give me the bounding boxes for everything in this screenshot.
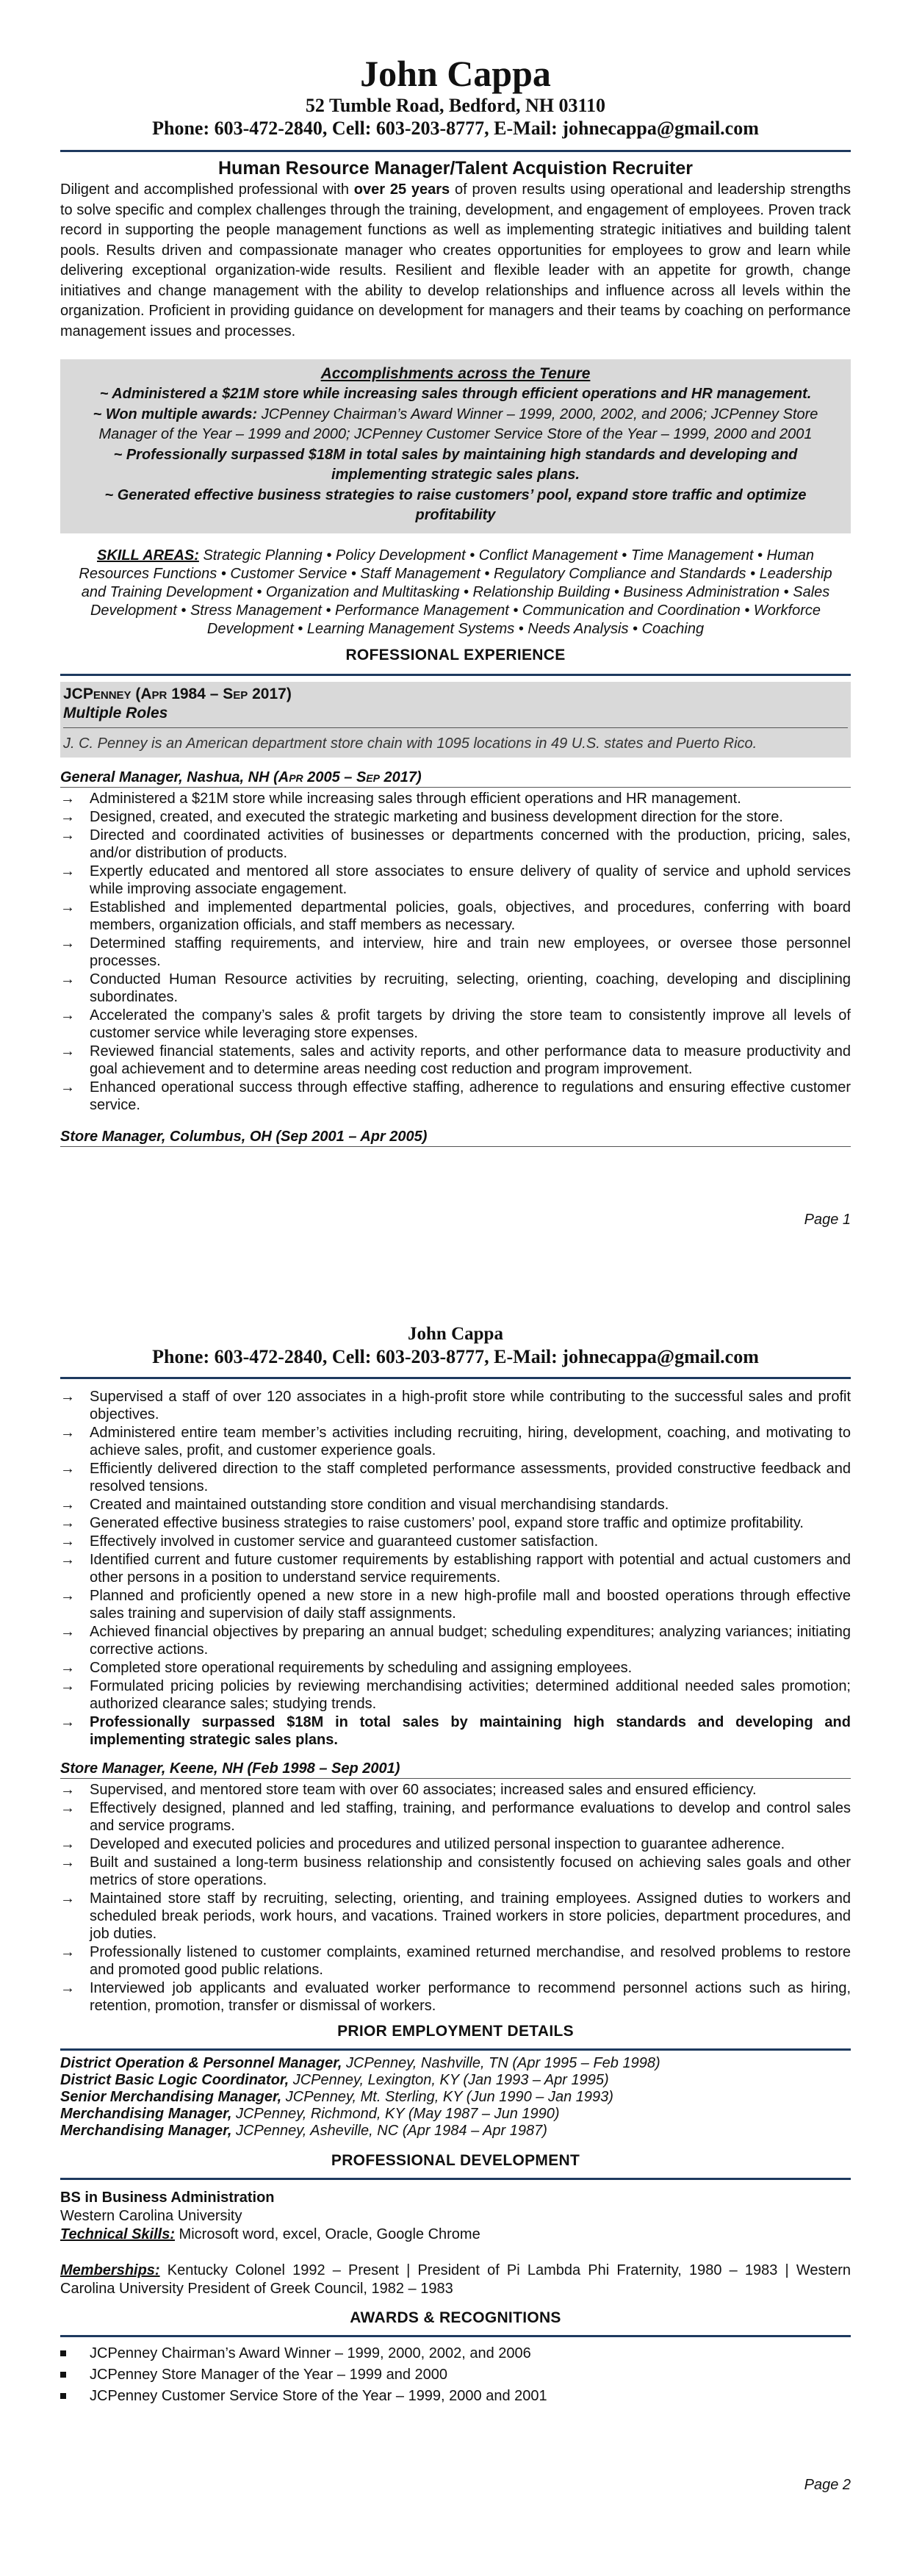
- bullet-item: → Planned and proficiently opened a new store in a new high-profile mall and boosted operations through effective sales training and supervision of daily staff assignments.: [60, 1588, 851, 1622]
- page-2: [0, 1288, 911, 2576]
- arrow-icon: →: [60, 1678, 75, 1694]
- company-line: JCPenney (Apr 1984 – Sep 2017): [63, 685, 292, 702]
- awards-heading: AWARDS & RECOGNITIONS: [350, 2309, 561, 2326]
- arrow-icon: →: [60, 1944, 75, 1960]
- keene-rule: [60, 1778, 851, 1779]
- award-item: JCPenney Customer Service Store of the Year – 1999, 2000 and 2001: [60, 2386, 851, 2407]
- page2-name: John Cappa: [408, 1324, 503, 1344]
- bullet-item: → Professionally listened to customer complaints, examined returned merchandise, and resolved problems to restore and promoted good public relations.: [60, 1944, 851, 1978]
- awards-rule: [60, 2335, 851, 2337]
- company-description: J. C. Penney is an American department store chain with 1095 locations in 49 U.S. states and Puerto Rico.: [63, 735, 757, 752]
- square-bullet-icon: [60, 2393, 66, 2399]
- prior-employment-item: District Operation & Personnel Manager, JCPenney, Nashville, TN (Apr 1995 – Feb 1998): [60, 2055, 660, 2071]
- arrow-icon: →: [60, 1588, 75, 1604]
- arrow-icon: →: [60, 1660, 75, 1676]
- prior-heading: PRIOR EMPLOYMENT DETAILS: [337, 2023, 574, 2040]
- company-divider: [63, 727, 848, 728]
- bullet-item: → Achieved financial objectives by preparing an annual budget; scheduling expenditures; analyzing variances; initiating corrective actions.: [60, 1624, 851, 1658]
- bullet-item: → Developed and executed policies and procedures and utilized personal inspection to guarantee adherence.: [60, 1836, 785, 1852]
- pd-rule: [60, 2178, 851, 2180]
- page-number-2: Page 2: [804, 2477, 851, 2493]
- arrow-icon: →: [60, 827, 75, 843]
- pd-heading: PROFESSIONAL DEVELOPMENT: [331, 2152, 580, 2169]
- arrow-icon: →: [60, 1890, 75, 1907]
- arrow-icon: →: [60, 1389, 75, 1405]
- summary-text: Diligent and accomplished professional with over 25 years of proven results using operational and leadership strengths to solve specific and complex challenges through the training, development, and engagement of employees. Proven track record in supporting the people management functions as well as implementing strategic initiatives and building talent pools. Results driven and compassionate manager who creates opportunities for employees to grow and learn while delivering exceptional organization-wide results. Resilient and flexible leader with an appetite for growth, change initiatives and change management with the ability to develop relationships and influence across all levels within the organization. Proficient in providing guidance on development for managers and their teams by coaching on performance management issues and processes.: [60, 181, 851, 339]
- columbus-bullets: [60, 1388, 851, 1749]
- header-rule: [60, 150, 851, 152]
- experience-rule: [60, 674, 851, 676]
- arrow-icon: →: [60, 1624, 75, 1640]
- arrow-icon: →: [60, 1461, 75, 1477]
- bullet-item: → Conducted Human Resource activities by recruiting, selecting, orienting, coaching, developing and disciplining subordinates.: [60, 971, 851, 1005]
- arrow-icon: →: [60, 1800, 75, 1816]
- accomplishments-box: [60, 359, 851, 533]
- candidate-name: John Cappa: [360, 53, 551, 94]
- summary-title: Human Resource Manager/Talent Acquistion Recruiter: [218, 158, 693, 179]
- prior-employment: [60, 2055, 851, 2140]
- keene-title: Store Manager, Keene, NH (Feb 1998 – Sep 2001): [60, 1760, 400, 1777]
- address: 52 Tumble Road, Bedford, NH 03110: [305, 95, 606, 116]
- degree: BS in Business Administration: [60, 2190, 275, 2206]
- bullet-item: → Completed store operational requirements by scheduling and assigning employees.: [60, 1660, 633, 1676]
- school: Western Carolina University: [60, 2208, 242, 2224]
- gm-rule: [60, 787, 851, 788]
- gm-title: General Manager, Nashua, NH (Apr 2005 – Sep 2017): [60, 769, 422, 785]
- arrow-icon: →: [60, 1497, 75, 1513]
- bullet-item: → Expertly educated and mentored all store associates to ensure delivery of quality of service and uphold services while improving associate engagement.: [60, 863, 851, 897]
- bullet-item: → Established and implemented departmental policies, goals, objectives, and procedures, conferring with board members, organization officials, and staff members as necessary.: [60, 899, 851, 933]
- arrow-icon: →: [60, 808, 75, 825]
- accomplishment-1: ~ Administered a $21M store while increasing sales through efficient operations and HR management.: [99, 386, 812, 402]
- arrow-icon: →: [60, 1533, 75, 1550]
- skill-areas: SKILL AREAS: Strategic Planning • Policy Development • Conflict Management • Time Management • Human Resources Functions • Customer Service • Staff Management • Regulatory Compliance and Standards • Leadership and Training Development • Organization and Multitasking • Relationship Building • Business Administration • Sales Development • Stress Management • Performance Management • Communication and Coordination • Workforce Development • Learning Management Systems • Needs Analysis • Coaching: [79, 547, 832, 637]
- company-box: [60, 682, 851, 758]
- award-item: JCPenney Store Manager of the Year – 1999 and 2000: [60, 2364, 851, 2386]
- arrow-icon: →: [60, 1782, 75, 1798]
- prior-employment-item: Merchandising Manager, JCPenney, Asheville, NC (Apr 1984 – Apr 1987): [60, 2123, 547, 2139]
- prior-employment-item: District Basic Logic Coordinator, JCPenney, Lexington, KY (Jan 1993 – Apr 1995): [60, 2072, 609, 2088]
- accomplishment-4: ~ Generated effective business strategies to raise customers’ pool, expand store traffic and optimize profitability: [104, 486, 807, 523]
- page2-header-rule: [60, 1377, 851, 1379]
- bullet-item: → Determined staffing requirements, and interview, hire and train new employees, or oversee those personnel processes.: [60, 935, 851, 969]
- accomplishment-2: ~ Won multiple awards: JCPenney Chairman’s Award Winner – 1999, 2000, 2002, and 2006; JCPenney Store Manager of the Year – 1999 and 2000; JCPenney Customer Service Store of the Year – 1999, 2000 and 2001: [93, 406, 818, 442]
- page-number-1: Page 1: [804, 1212, 851, 1228]
- bullet-item: → Directed and coordinated activities of businesses or departments concerned with the production, pricing, sales, and/or distribution of products.: [60, 827, 851, 861]
- bullet-item: → Effectively involved in customer service and guaranteed customer satisfaction.: [60, 1533, 599, 1550]
- arrow-icon: →: [60, 1552, 75, 1568]
- bullet-item: → Reviewed financial statements, sales and activity reports, and other performance data to measure productivity and goal achievement and to determine areas needing cost reduction and program improvement.: [60, 1043, 851, 1077]
- bullet-item: → Supervised a staff of over 120 associates in a high-profit store while contributing to the successful sales and profit objectives.: [60, 1389, 851, 1422]
- accomplishment-3: ~ Professionally surpassed $18M in total sales by maintaining high standards and developing and implementing strategic sales plans.: [113, 446, 798, 483]
- bullet-item: → Designed, created, and executed the strategic marketing and business development direction for the store.: [60, 808, 783, 825]
- bullet-item: → Maintained store staff by recruiting, selecting, orienting, and training employees. Assigned duties to workers and scheduled break periods, work hours, and vacations. Trained workers in store policies, department procedures, and job duties.: [60, 1890, 851, 1942]
- arrow-icon: →: [60, 1515, 75, 1531]
- bullet-item: → Administered a $21M store while increasing sales through efficient operations and HR management.: [60, 790, 741, 807]
- contact-line: Phone: 603-472-2840, Cell: 603-203-8777, E-Mail: johnecappa@gmail.com: [152, 118, 759, 139]
- bullet-item: → Generated effective business strategies to raise customers’ pool, expand store traffic and optimize profitability.: [60, 1515, 804, 1531]
- bullet-item: → Identified current and future customer requirements by establishing rapport with potential and actual customers and other persons in a position to understand service requirements.: [60, 1552, 851, 1586]
- experience-heading: ROFESSIONAL EXPERIENCE: [345, 646, 566, 663]
- arrow-icon: →: [60, 1043, 75, 1059]
- bullet-item: → Supervised, and mentored store team with over 60 associates; increased sales and ensured efficiency.: [60, 1782, 757, 1798]
- bullet-item: → Effectively designed, planned and led staffing, training, and performance evaluations to develop and control sales and service programs.: [60, 1800, 851, 1834]
- technical-skills: Technical Skills: Microsoft word, excel, Oracle, Google Chrome: [60, 2226, 480, 2242]
- keene-bullets: [60, 1781, 851, 2015]
- arrow-icon: →: [60, 1007, 75, 1023]
- awards-list: [60, 2343, 851, 2407]
- bullet-item: → Formulated pricing policies by reviewing merchandising activities; determined additional needed sales promotion; authorized clearance sales; studying trends.: [60, 1678, 851, 1712]
- arrow-icon: →: [60, 1425, 75, 1441]
- square-bullet-icon: [60, 2350, 66, 2356]
- page2-contact: Phone: 603-472-2840, Cell: 603-203-8777, E-Mail: johnecappa@gmail.com: [152, 1346, 759, 1367]
- bullet-item: → Interviewed job applicants and evaluated worker performance to recommend personnel actions such as hiring, retention, promotion, transfer or dismissal of workers.: [60, 1980, 851, 2014]
- bullet-item: → Built and sustained a long-term business relationship and consistently focused on achieving sales goals and other metrics of store operations.: [60, 1854, 851, 1888]
- arrow-icon: →: [60, 899, 75, 915]
- memberships: Memberships: Kentucky Colonel 1992 – Present | President of Pi Lambda Phi Fraternity, 1980 – 1983 | Western Carolina University President of Greek Council, 1982 – 1983: [60, 2262, 851, 2297]
- bullet-item: → Efficiently delivered direction to the staff completed performance assessments, provided constructive feedback and resolved tensions.: [60, 1461, 851, 1494]
- arrow-icon: →: [60, 1854, 75, 1871]
- gm-bullets: [60, 790, 851, 1114]
- arrow-icon: →: [60, 1079, 75, 1095]
- bullet-item: → Enhanced operational success through effective staffing, adherence to regulations and ensuring effective customer service.: [60, 1079, 851, 1113]
- bullet-item: → Created and maintained outstanding store condition and visual merchandising standards.: [60, 1497, 669, 1513]
- columbus-rule: [60, 1146, 851, 1147]
- arrow-icon: →: [60, 1980, 75, 1996]
- prior-rule: [60, 2048, 851, 2051]
- prior-employment-item: Merchandising Manager, JCPenney, Richmond, KY (May 1987 – Jun 1990): [60, 2106, 560, 2122]
- arrow-icon: →: [60, 790, 75, 807]
- bullet-item: → Accelerated the company’s sales & profit targets by driving the store team to consistently improve all levels of customer service while leveraging store expenses.: [60, 1007, 851, 1041]
- bullet-item: → Administered entire team member’s activities including recruiting, hiring, development, coaching, and motivating to achieve sales, profit, and customer experience goals.: [60, 1425, 851, 1458]
- arrow-icon: →: [60, 935, 75, 951]
- accomplishments-title: Accomplishments across the Tenure: [320, 365, 591, 382]
- square-bullet-icon: [60, 2372, 66, 2378]
- arrow-icon: →: [60, 1714, 75, 1730]
- prior-employment-item: Senior Merchandising Manager, JCPenney, Mt. Sterling, KY (Jun 1990 – Jan 1993): [60, 2089, 613, 2105]
- columbus-title: Store Manager, Columbus, OH (Sep 2001 – Apr 2005): [60, 1128, 428, 1145]
- multiple-roles: Multiple Roles: [63, 704, 168, 722]
- arrow-icon: →: [60, 863, 75, 879]
- arrow-icon: →: [60, 971, 75, 987]
- award-item: JCPenney Chairman’s Award Winner – 1999, 2000, 2002, and 2006: [60, 2343, 851, 2364]
- arrow-icon: →: [60, 1836, 75, 1852]
- bullet-item-bold: → Professionally surpassed $18M in total sales by maintaining high standards and developing and implementing strategic sales plans.: [60, 1714, 851, 1748]
